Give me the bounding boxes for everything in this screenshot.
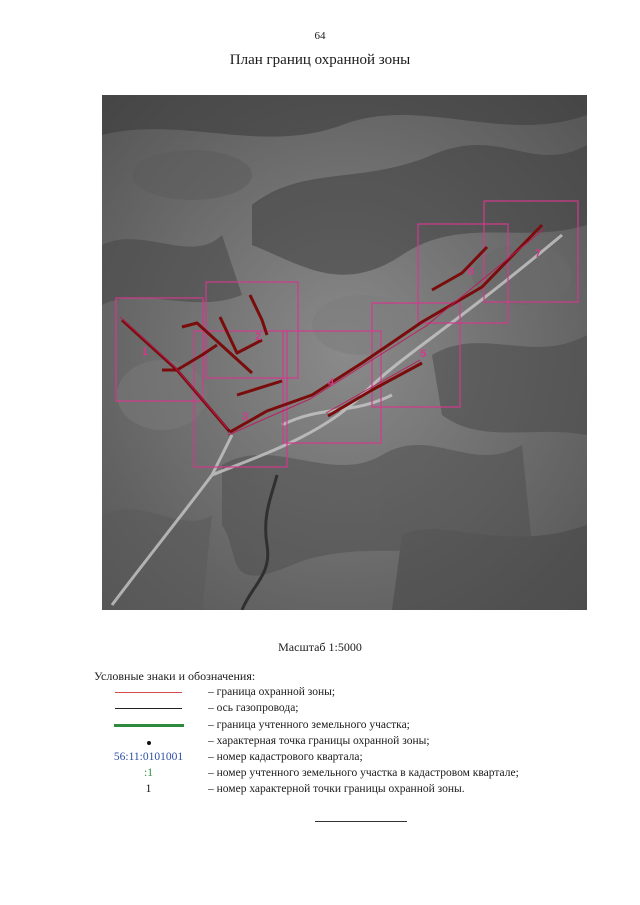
parcel-number-sample: :1 [144,767,153,779]
legend-text: – номер кадастрового квартала; [208,751,363,763]
legend-row-point-number [90,781,610,797]
page-title: План границ охранной зоны [229,52,411,68]
green-line-symbol [90,717,207,733]
legend-text: – граница охранной зоны; [208,686,336,698]
zone-label-7: 7 [535,248,542,260]
legend-row-cadastral-quarter [90,749,610,765]
legend-row-gas-axis [90,700,610,716]
legend-row-parcel-number [90,765,610,781]
zone-label-3: 3 [242,411,249,423]
page-number: 64 [314,30,326,42]
legend-text: – ось газопровода; [208,702,299,714]
legend-text: – номер характерной точки границы охранной зоны. [208,783,465,795]
zone-label-2: 2 [255,331,262,343]
cadastral-quarter-sample: 56:11:0101001 [113,751,184,763]
dot-symbol [90,733,207,749]
map-canvas [102,95,587,610]
legend-row-characteristic-point [90,733,610,749]
zone-label-4: 4 [328,377,335,389]
red-line-symbol [90,684,207,700]
map-scale: Масштаб 1:5000 [278,640,362,654]
zone-label-1: 1 [142,346,149,358]
signature-line [315,821,407,822]
point-number-sample: 1 [145,783,152,795]
zone-label-5: 5 [420,348,427,360]
black-line-symbol [90,700,207,716]
legend-row-zone-boundary [90,684,610,700]
legend-row-land-plot [90,717,610,733]
legend-text: – номер учтенного земельного участка в кадастровом квартале; [208,767,519,779]
aerial-map[interactable] [102,95,587,610]
legend-text: – характерная точка границы охранной зоны; [208,735,430,747]
legend-heading: Условные знаки и обозначения: [94,669,256,683]
zone-label-6: 6 [468,266,475,278]
legend-text: – граница учтенного земельного участка; [208,719,410,731]
